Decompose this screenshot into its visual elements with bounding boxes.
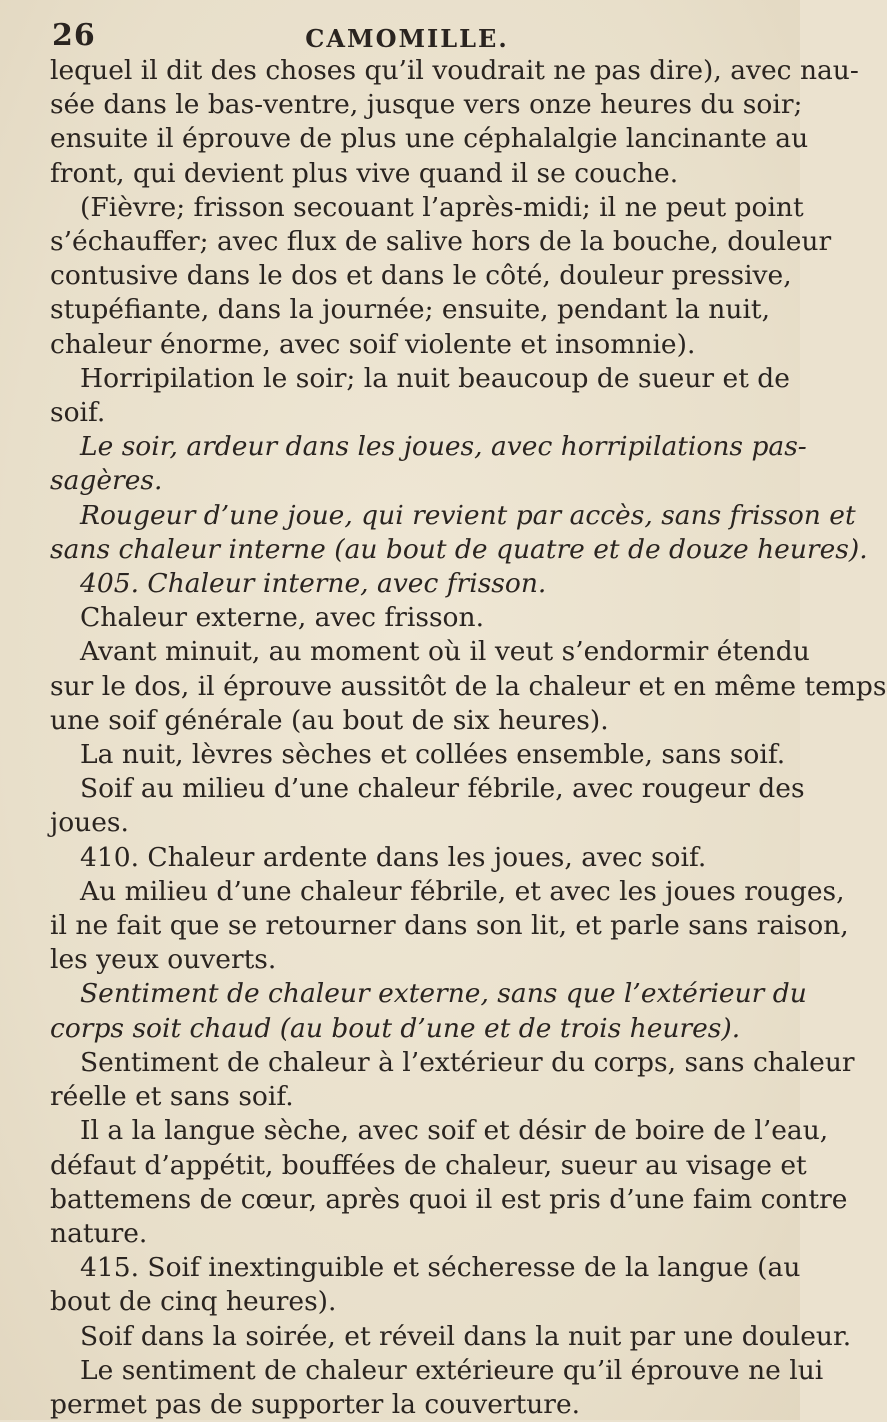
text-line: chaleur énorme, avec soif violente et insomnie). (50, 328, 696, 360)
text-line: soif. (50, 397, 106, 429)
page-header (52, 18, 762, 58)
text-line: les yeux ouverts. (50, 944, 277, 976)
text-line: Au milieu d’une chaleur fébrile, et avec les joues rouges, (80, 875, 845, 907)
text-line: Il a la langue sèche, avec soif et désir de boire de l’eau, (80, 1115, 829, 1147)
text-line: s’échauffer; avec flux de salive hors de la bouche, douleur (50, 226, 832, 258)
text-line: 410. Chaleur ardente dans les joues, avec soif. (80, 841, 707, 873)
text-line: défaut d’appétit, bouffées de chaleur, sueur au visage et (50, 1149, 807, 1181)
text-line: stupéfiante, dans la journée; ensuite, pendant la nuit, (50, 294, 770, 326)
text-line: il ne fait que se retourner dans son lit, et parle sans raison, (50, 910, 849, 942)
text-line: sée dans le bas-ventre, jusque vers onze heures du soir; (50, 89, 803, 121)
text-line: front, qui devient plus vive quand il se couche. (50, 157, 679, 189)
text-line: sur le dos, il éprouve aussitôt de la chaleur et en même temps (50, 670, 887, 702)
text-line: Sentiment de chaleur externe, sans que l’extérieur du (80, 978, 807, 1010)
text-line: battemens de cœur, après quoi il est pris d’une faim contre (50, 1183, 848, 1215)
text-line: réelle et sans soif. (50, 1081, 294, 1113)
body-text (50, 54, 887, 1422)
text-line: joues. (50, 807, 129, 839)
text-line: Soif au milieu d’une chaleur fébrile, avec rougeur des (80, 773, 805, 805)
text-line: Le soir, ardeur dans les joues, avec horripilations pas- (80, 431, 807, 463)
running-title: CAMOMILLE. (305, 24, 509, 53)
text-line: Rougeur d’une joue, qui revient par accès, sans frisson et (80, 499, 856, 531)
text-line: Sentiment de chaleur à l’extérieur du corps, sans chaleur (80, 1046, 855, 1078)
text-line: Chaleur externe, avec frisson. (80, 602, 484, 634)
text-line: sagères. (50, 465, 163, 497)
text-line: lequel il dit des choses qu’il voudrait ne pas dire), avec nau- (50, 55, 859, 86)
page-number: 26 (52, 18, 96, 53)
text-line: Le sentiment de chaleur extérieure qu’il éprouve ne lui (80, 1354, 824, 1386)
text-line: La nuit, lèvres sèches et collées ensemble, sans soif. (80, 739, 786, 771)
text-line: permet pas de supporter la couverture. (50, 1388, 581, 1420)
text-line: sans chaleur interne (au bout de quatre et de douze heures). (50, 533, 868, 565)
text-line: ensuite il éprouve de plus une céphalalgie lancinante au (50, 123, 809, 155)
text-line: bout de cinq heures). (50, 1286, 337, 1318)
text-line: une soif générale (au bout de six heures). (50, 704, 609, 736)
text-line: Avant minuit, au moment où il veut s’endormir étendu (80, 636, 810, 668)
text-line: nature. (50, 1217, 148, 1249)
text-line: Soif dans la soirée, et réveil dans la nuit par une douleur. (80, 1320, 852, 1352)
text-line: 405. Chaleur interne, avec frisson. (80, 568, 547, 600)
text-line: 415. Soif inextinguible et sécheresse de la langue (au (80, 1252, 801, 1284)
text-line: (Fièvre; frisson secouant l’après-midi; il ne peut point (80, 191, 804, 223)
text-line: Horripilation le soir; la nuit beaucoup de sueur et de (80, 362, 790, 394)
text-line: corps soit chaud (au bout d’une et de trois heures). (50, 1012, 741, 1044)
text-line: contusive dans le dos et dans le côté, douleur pressive, (50, 260, 792, 292)
